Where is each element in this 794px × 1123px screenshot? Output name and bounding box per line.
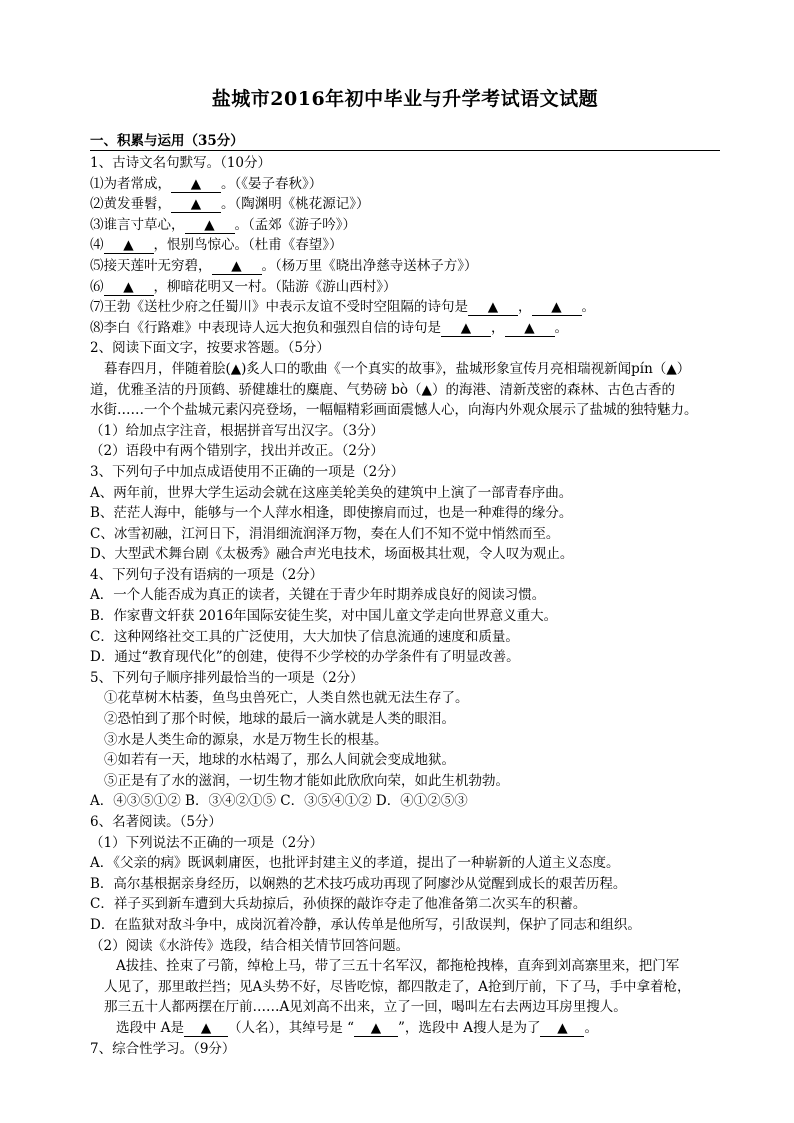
option-line: A．④③⑤①② B．③④②①⑤ C．③⑤④①② D．④①②⑤③ (90, 793, 468, 810)
exam-page (90, 80, 720, 1059)
question-1-line: ⑷ ▲ ，恨别鸟惊心。（杜甫《春望》） (90, 237, 343, 254)
sub-question: （1）给加点字注音，根据拼音写出汉字。（3分） (90, 422, 384, 439)
question-6-heading: 6、名著阅读。（5分） (90, 814, 222, 830)
option-line: C．祥子买到新车遭到大兵劫掠后，孙侦探的敲诈夺走了他准备第二次买车的积蓄。 (90, 896, 587, 913)
sub-question: （2）语段中有两个错别字，找出并改正。（2分） (90, 443, 384, 460)
question-3-heading: 3、下列句子中加点成语使用不正确的一项是（2分） (90, 463, 405, 480)
answer-blank[interactable]: ▲ (468, 300, 518, 316)
answer-blank[interactable]: ▲ (212, 259, 262, 275)
question-1-line: ⑸接天莲叶无穷碧， ▲ 。（杨万里《晓出净慈寺送林子方》） (90, 257, 478, 274)
answer-blank[interactable]: ▲ (540, 1021, 584, 1037)
option-line: B．作家曹文轩获 2016年国际安徒生奖，对中国儿童文学走向世界意义重大。 (90, 608, 558, 625)
option-line: B、茫茫人海中，能够与一个人萍水相逢，即使擦肩而过，也是一种难得的缘分。 (90, 505, 573, 522)
question-1-line: ⑵黄发垂髫， ▲ 。（陶渊明《桃花源记》） (90, 196, 370, 213)
question-5-heading: 5、下列句子顺序排列最恰当的一项是（2分） (90, 669, 364, 686)
answer-blank[interactable]: ▲ (185, 218, 235, 234)
question-7-heading: 7、综合性学习。（9分） (90, 1040, 236, 1057)
sub-question: （1）下列说法不正确的一项是（2分） (90, 834, 324, 851)
sentence-item: ③水是人类生命的源泉，水是万物生长的根基。 (104, 731, 388, 748)
sub-question: （2）阅读《水浒传》选段，结合相关情节回答问题。 (90, 937, 410, 954)
passage-line: 暮春四月，伴随着脍(▲)炙人口的歌曲《一个真实的故事》，盐城形象宣传月亮相瑞视新闻pín（▲） (104, 360, 691, 377)
option-line: D、大型武术舞台剧《太极秀》融合声光电技术，场面极其壮观，令人叹为观止。 (90, 546, 574, 563)
passage-line: 水街……一个个盐城元素闪亮登场，一幅幅精彩画面震憾人心，向海内外观众展示了盐城的独特魅力。 (90, 402, 698, 419)
option-line: A．一个人能否成为真正的读者，关键在于青少年时期养成良好的阅读习惯。 (90, 587, 546, 604)
answer-blank[interactable]: ▲ (505, 321, 555, 337)
answer-blank[interactable]: ▲ (171, 177, 221, 193)
sentence-item: ④如若有一天，地球的水枯竭了，那么人间就会变成地狱。 (104, 752, 455, 769)
passage-line: 人见了，那里敢拦挡；见A头势不好，尽皆吃惊，都四散走了，A抢到厅前，下了马，手中拿着枪， (104, 978, 691, 995)
question-1-line-8: ⑻李白《行路难》中表现诗人远大抱负和强烈自信的诗句是 ▲ ， ▲ 。 (90, 319, 568, 336)
answer-blank[interactable]: ▲ (354, 1021, 398, 1037)
question-1-line: ⑹ ▲ ，柳暗花明又一村。（陆游《游山西村》） (90, 278, 397, 295)
passage-line: 那三五十人都两摆在厅前……A见刘高不出来，立了一回，喝叫左右去两边耳房里搜人。 (104, 999, 627, 1016)
sentence-item: ②恐怕到了那个时候，地球的最后一滴水就是人类的眼泪。 (104, 711, 455, 728)
question-6-answer-line: 选段中 A是 ▲ （人名），其绰号是 “ ▲ ”，选段中 A搜人是为了 ▲ 。 (116, 1019, 598, 1036)
answer-blank[interactable]: ▲ (104, 238, 154, 254)
option-line: A、两年前，世界大学生运动会就在这座美轮美奂的建筑中上演了一部青春序曲。 (90, 484, 573, 501)
question-4-heading: 4、下列句子没有语病的一项是（2分） (90, 566, 324, 583)
question-1-line-7: ⑺王勃《送杜少府之任蜀川》中表示友谊不受时空阻隔的诗句是 ▲ ， ▲ 。 (90, 299, 595, 316)
option-line: D．通过“教育现代化”的创建，使得不少学校的办学条件有了明显改善。 (90, 649, 520, 666)
passage-line: 道，优雅圣洁的丹顶鹤、骄健雄壮的麋鹿、气势磅 bò（▲）的海港、清新茂密的森林、古色古香的 (90, 381, 675, 398)
question-1-heading: 1、古诗文名句默写。（10分） (90, 155, 272, 171)
answer-blank[interactable]: ▲ (532, 300, 582, 316)
sentence-item: ⑤正是有了水的滋润，一切生物才能如此欣欣向荣，如此生机勃勃。 (104, 772, 509, 789)
option-line: C．这种网络社交工具的广泛使用，大大加快了信息流通的速度和质量。 (90, 628, 519, 645)
question-1-line: ⑶谁言寸草心， ▲ 。（孟郊《游子吟》） (90, 216, 356, 233)
answer-blank[interactable]: ▲ (171, 197, 221, 213)
answer-blank[interactable]: ▲ (441, 321, 491, 337)
passage-line: A拔挂、拴束了弓箭，绰枪上马，带了三五十名军汉，都拖枪拽棒，直奔到刘高寨里来，把门军 (116, 958, 680, 975)
option-line: B．高尔基根据亲身经历，以娴熟的艺术技巧成功再现了阿廖沙从觉醒到成长的艰苦历程。 (90, 875, 627, 892)
sentence-item: ①花草树木枯萎，鱼鸟虫兽死亡，人类自然也就无法生存了。 (104, 690, 469, 707)
page-title: 盐城市2016年初中毕业与升学考试语文试题 (211, 88, 599, 110)
option-line: A．《父亲的病》既讽刺庸医，也批评封建主义的孝道，提出了一种崭新的人道主义态度。 (90, 855, 620, 872)
question-2-heading: 2、阅读下面文字，按要求答题。（5分） (90, 340, 330, 357)
question-1-line: ⑴为者常成， ▲ 。（《晏子春秋》） (90, 175, 323, 192)
answer-blank[interactable]: ▲ (104, 280, 154, 296)
section-heading: 一、积累与运用（35分） (90, 129, 720, 151)
option-line: D．在监狱对敌斗争中，成岗沉着冷静，承认传单是他所写，引敌误判，保护了同志和组织。 (90, 916, 641, 933)
answer-blank[interactable]: ▲ (184, 1021, 228, 1037)
option-line: C、冰雪初融，江河日下，涓涓细流润泽万物，奏在人们不知不觉中悄然而至。 (90, 525, 560, 542)
